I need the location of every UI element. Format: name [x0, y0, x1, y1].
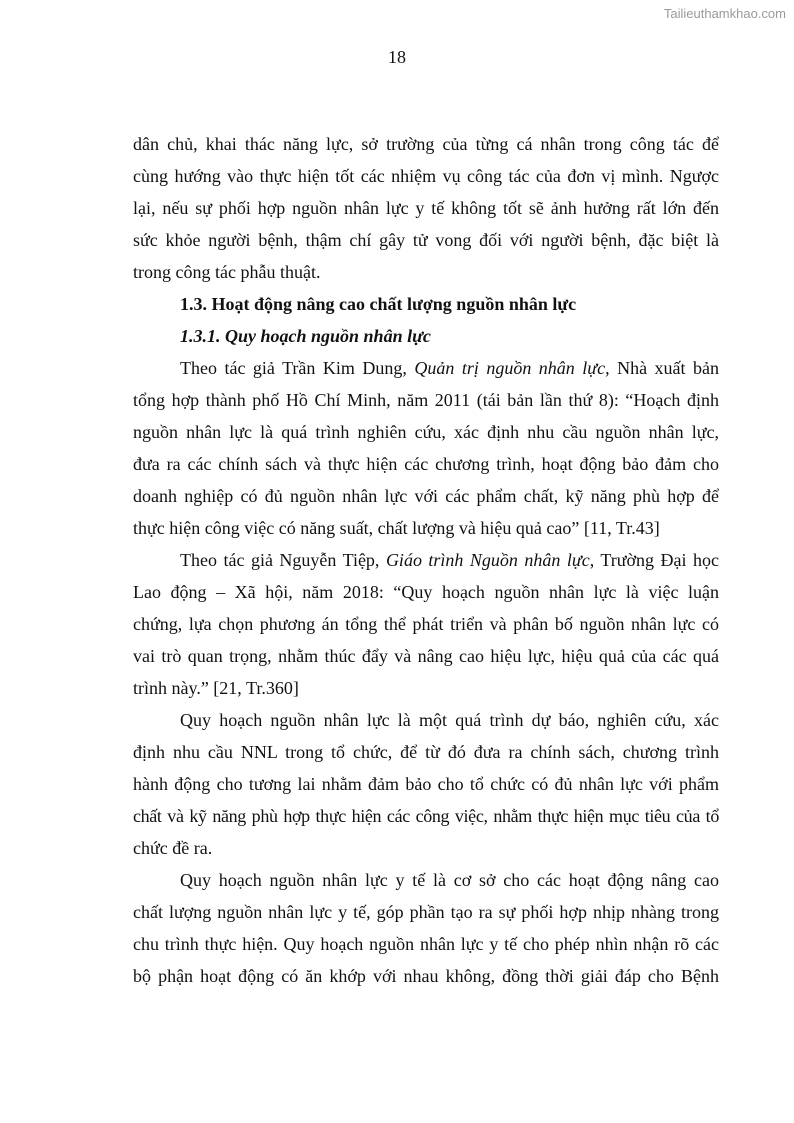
- text-line: chất và kỹ năng phù hợp thực hiện các công việc, nhằm thực hiện mục tiêu của tổ: [133, 806, 719, 826]
- section-heading: 1.3. Hoạt động nâng cao chất lượng nguồn nhân lực: [180, 294, 577, 314]
- text-line: chức đề ra.: [133, 838, 213, 858]
- text-line: doanh nghiệp có đủ nguồn nhân lực với các phẩm chất, kỹ năng phù hợp để: [133, 486, 719, 506]
- text-line: chất lượng nguồn nhân lực y tế, góp phần tạo ra sự phối hợp nhịp nhàng trong: [133, 902, 719, 922]
- text-line: trong công tác phẫu thuật.: [133, 262, 321, 282]
- text-line: vai trò quan trọng, nhằm thúc đẩy và nâng cao hiệu lực, hiệu quả của các quá: [133, 646, 719, 666]
- text-segment: Theo tác giả Nguyễn Tiệp,: [180, 550, 386, 570]
- book-title: Quản trị nguồn nhân lực: [414, 358, 606, 378]
- text-line: sức khỏe người bệnh, thậm chí gây tử vong đối với người bệnh, đặc biệt là: [133, 230, 719, 250]
- text-line: Lao động – Xã hội, năm 2018: “Quy hoạch nguồn nhân lực là việc luận: [133, 582, 719, 602]
- text-line: cùng hướng vào thực hiện tốt các nhiệm vụ công tác của đơn vị mình. Ngược: [133, 166, 719, 186]
- text-line: [180, 357, 719, 379]
- watermark: Tailieuthamkhao.com: [663, 6, 786, 21]
- text-line: [180, 549, 719, 571]
- text-line: đưa ra các chính sách và thực hiện các chương trình, hoạt động bảo đảm cho: [133, 454, 719, 474]
- text-segment: , Trường Đại học: [589, 550, 719, 570]
- page-number: 18: [388, 47, 406, 67]
- book-title: Giáo trình Nguồn nhân lực: [385, 550, 590, 570]
- text-line: thực hiện công việc có năng suất, chất lượng và hiệu quả cao” [11, Tr.43]: [133, 518, 660, 538]
- text-line: trình này.” [21, Tr.360]: [133, 678, 299, 698]
- text-line: Quy hoạch nguồn nhân lực y tế là cơ sở cho các hoạt động nâng cao: [180, 870, 719, 890]
- text-segment: Theo tác giả Trần Kim Dung,: [180, 358, 415, 378]
- text-line: định nhu cầu NNL trong tổ chức, để từ đó đưa ra chính sách, chương trình: [133, 742, 719, 762]
- text-line: tổng hợp thành phố Hồ Chí Minh, năm 2011 (tái bản lần thứ 8): “Hoạch định: [133, 390, 719, 410]
- subsection-heading: 1.3.1. Quy hoạch nguồn nhân lực: [180, 326, 431, 346]
- text-line: chứng, lựa chọn phương án tổng thể phát triển và phân bố nguồn nhân lực có: [133, 614, 719, 634]
- text-segment: , Nhà xuất bản: [605, 358, 719, 378]
- text-line: dân chủ, khai thác năng lực, sở trường của từng cá nhân trong công tác để: [133, 134, 719, 154]
- text-line: chu trình thực hiện. Quy hoạch nguồn nhân lực y tế cho phép nhìn nhận rõ các: [133, 934, 719, 954]
- text-line: Quy hoạch nguồn nhân lực là một quá trình dự báo, nghiên cứu, xác: [180, 710, 719, 730]
- text-line: hành động cho tương lai nhằm đảm bảo cho tổ chức có đủ nhân lực với phẩm: [133, 774, 719, 794]
- text-line: nguồn nhân lực là quá trình nghiên cứu, xác định nhu cầu nguồn nhân lực,: [133, 422, 719, 442]
- text-line: lại, nếu sự phối hợp nguồn nhân lực y tế không tốt sẽ ảnh hưởng rất lớn đến: [133, 198, 719, 218]
- text-line: bộ phận hoạt động có ăn khớp với nhau không, đồng thời giải đáp cho Bệnh: [133, 966, 719, 986]
